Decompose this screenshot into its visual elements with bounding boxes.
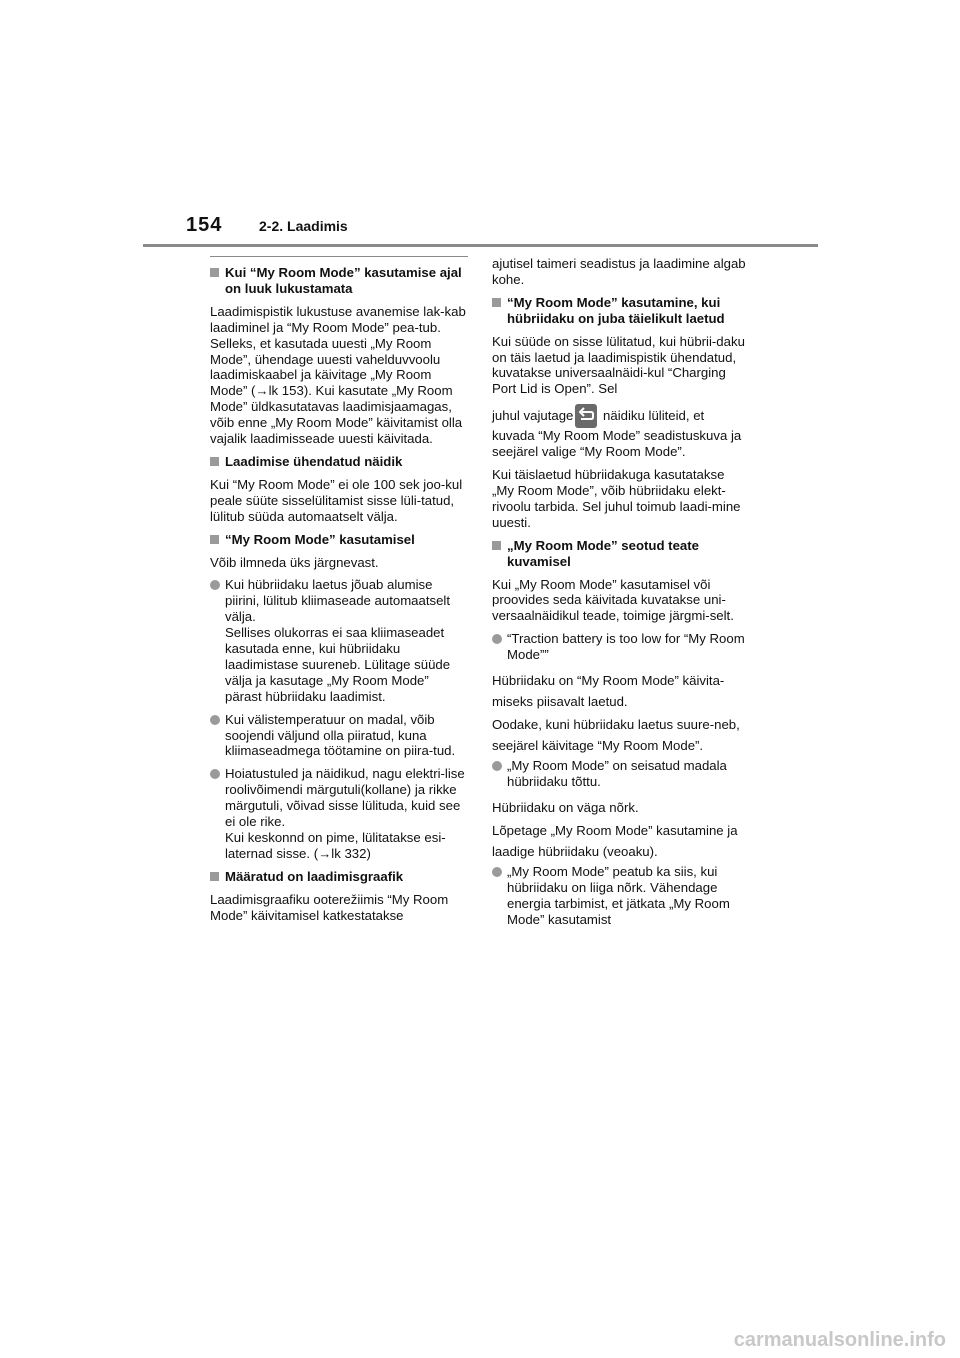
square-marker-icon [492,298,501,307]
square-marker-icon [210,535,219,544]
bullet-dot-icon [210,580,220,590]
paragraph: Võib ilmneda üks järgnevast. [210,554,379,570]
bullet-item: „My Room Mode” peatub ka siis, kui hübriidaku on liiga nõrk. Vähendage energia tarbimist, et jätkata „My Room Mode” kasutamist [492,864,750,928]
heading-room-mode-message: „My Room Mode” seotud teate kuvamisel [492,538,750,570]
bullet-item: Hoiatustuled ja näidikud, nagu elektri-lise roolivõimendi märgutuli(kollane) ja rikke märgutuli, võivad sisse lülituda, kuid see ei ole rike. Kui keskonnd on pime, lülitatakse esi-laternad sisse. (→lk 332) [210,766,468,861]
bullet-item: „My Room Mode” on seisatud madala hübriidaku tõttu. [492,758,750,790]
heading-fully-charged: “My Room Mode” kasutamine, kui hübriidaku on juba täielikult laetud [492,295,750,327]
section-title: 2-2. Laadimis [259,218,348,234]
paragraph: Hübriidaku on väga nõrk. [492,799,639,815]
paragraph: Lõpetage „My Room Mode” kasutamine ja laadige hübriidaku (veoaku). [492,822,738,859]
paragraph: Oodake, kuni hübriidaku laetus suure-neb, seejärel käivitage “My Room Mode”. [492,717,740,754]
bullet-dot-icon [492,761,502,771]
watermark: carmanualsonline.info [733,1329,946,1351]
page-number: 154 [186,214,223,236]
column-rule [210,256,468,257]
paragraph-with-icon: juhul vajutage näidiku lüliteid, et kuvada “My Room Mode” seadistuskuva ja seejärel valige “My Room Mode”. [492,404,750,460]
paragraph: ajutisel taimeri seadistus ja laadimine algab kohe. [492,256,746,287]
paragraph: Laadimispistik lukustuse avanemise lak-kab laadiminel ja “My Room Mode” pea-tub. Selleks, et kasutada uuesti „My Room Mode”, ühendage uuesti vahelduvvoolu laadimiskaabel ja käivitage „My Room Mode” (→lk 153). Kui kasutate „My Room Mode” üldkasutatavas laadimisjaamagas, võib enne „My Room Mode” käivitamist olla vajalik laadimisseade uuesti käivitada. [210,303,466,447]
bullet-item: “Traction battery is too low for “My Room Mode”” [492,631,750,663]
paragraph: Laadimisgraafiku ooterežiimis “My Room Mode” käivitamisel katkestatakse [210,891,449,923]
paragraph: Kui “My Room Mode” ei ole 100 sek joo-kul peale süüte sisselülitamist sisse lüli-tatud, lülitub süüda automaatselt välja. [210,476,463,524]
header-rule [143,244,818,247]
bullet-item: Kui hübriidaku laetus jõuab alumise piirini, lülitub kliimaseade automaatselt välja. Sellises olukorras ei saa kliimaseadet kasutada enne, kui hübriidaku laadimistase suureneb. Lülitage süüde välja ja kasutage „My Room Mode” pärast hübriidaku laadimist. [210,577,468,704]
paragraph: Kui „My Room Mode” kasutamisel või proovides seda käivitada kuvatakse uni-versaalnäidikul teade, toimige järgmi-selt. [492,576,734,624]
heading-room-mode-unlocked: Kui “My Room Mode” kasutamise ajal on luuk lukustamata [210,265,468,297]
bullet-dot-icon [492,867,502,877]
heading-using-room-mode: “My Room Mode” kasutamisel [210,532,468,548]
right-column [492,256,750,934]
heading-charging-indicator: Laadimise ühendatud näidik [210,454,468,470]
heading-charging-schedule: Määratud on laadimisgraafik [210,869,468,885]
return-arrow-icon [575,404,597,428]
left-column [210,256,468,931]
paragraph: Hübriidaku on “My Room Mode” käivita-miseks piisavalt laetud. [492,673,725,710]
square-marker-icon [210,872,219,881]
page-header [0,0,960,250]
square-marker-icon [210,457,219,466]
square-marker-icon [492,541,501,550]
bullet-dot-icon [210,715,220,725]
square-marker-icon [210,268,219,277]
paragraph: Kui süüde on sisse lülitatud, kui hübrii-daku on täis laetud ja laadimispistik ühendatud, kuvatakse universaalnäidi-kul “Charging Port Lid is Open”. Sel [492,333,745,397]
bullet-dot-icon [210,769,220,779]
paragraph: Kui täislaetud hübriidakuga kasutatakse „My Room Mode”, võib hübriidaku elekt-rivoolu tarbida. Sel juhul toimub laadi-mine uuesti. [492,467,741,530]
bullet-item: Kui välistemperatuur on madal, võib soojendi väljund olla piiratud, kuna kliimaseadmega töötamine on piira-tud. [210,712,468,760]
bullet-dot-icon [492,634,502,644]
